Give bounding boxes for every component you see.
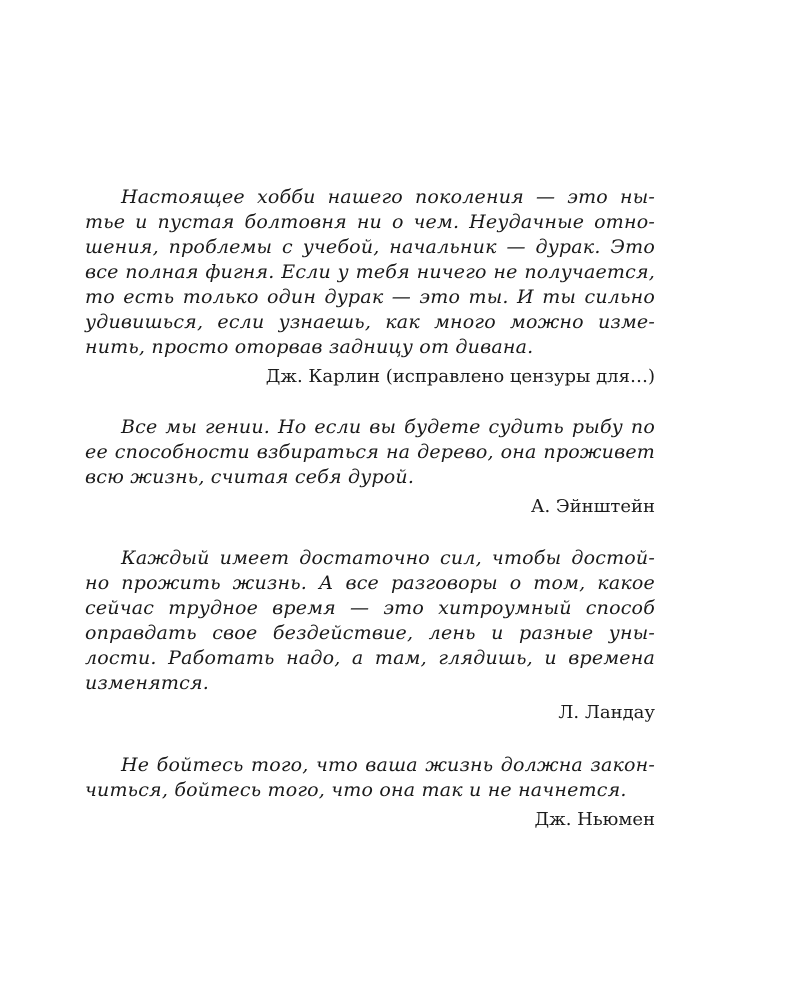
quote-line: оправдать свое бездействие, лень и разные уны- — [85, 622, 655, 644]
quote-line: тье и пустая болтовня ни о чем. Неудачные отно- — [85, 211, 655, 233]
quote-line: Каждый имеет достаточно сил, чтобы достой- — [121, 547, 655, 569]
quote-newman — [85, 753, 655, 832]
quote-line: шения, проблемы с учебой, начальник — дурак. Это — [85, 236, 655, 258]
quote-line: ее способности взбираться на дерево, она проживет — [85, 441, 655, 463]
quote-author: Дж. Ньюмен — [534, 809, 655, 830]
quote-carlin — [85, 185, 655, 389]
quote-line: Все мы гении. Но если вы будете судить рыбу по — [121, 416, 655, 438]
quote-author: Л. Ландау — [558, 702, 655, 723]
page-content — [85, 185, 655, 832]
quote-line: то есть только один дурак — это ты. И ты сильно — [85, 286, 655, 308]
quote-line: читься, бойтесь того, что она так и не начнется. — [85, 779, 627, 801]
quote-line: всю жизнь, считая себя дурой. — [85, 466, 415, 488]
quote-line: лости. Работать надо, а там, глядишь, и времена — [85, 647, 655, 669]
quote-line: нить, просто оторвав задницу от дивана. — [85, 336, 534, 358]
quote-line: удивишься, если узнаешь, как много можно изме- — [85, 311, 655, 333]
quote-landau — [85, 546, 655, 725]
quote-author: Дж. Карлин (исправлено цензуры для…) — [265, 366, 655, 387]
quote-line: Настоящее хобби нашего поколения — это ны- — [121, 186, 655, 208]
quote-line: все полная фигня. Если у тебя ничего не получается, — [85, 261, 655, 283]
quote-einstein — [85, 415, 655, 519]
quote-line: изменятся. — [85, 672, 209, 694]
quote-line: сейчас трудное время — это хитроумный способ — [85, 597, 655, 619]
quote-author: А. Эйнштейн — [530, 496, 655, 517]
quote-line: но прожить жизнь. А все разговоры о том, какое — [85, 572, 655, 594]
quote-line: Не бойтесь того, что ваша жизнь должна закон- — [121, 754, 655, 776]
